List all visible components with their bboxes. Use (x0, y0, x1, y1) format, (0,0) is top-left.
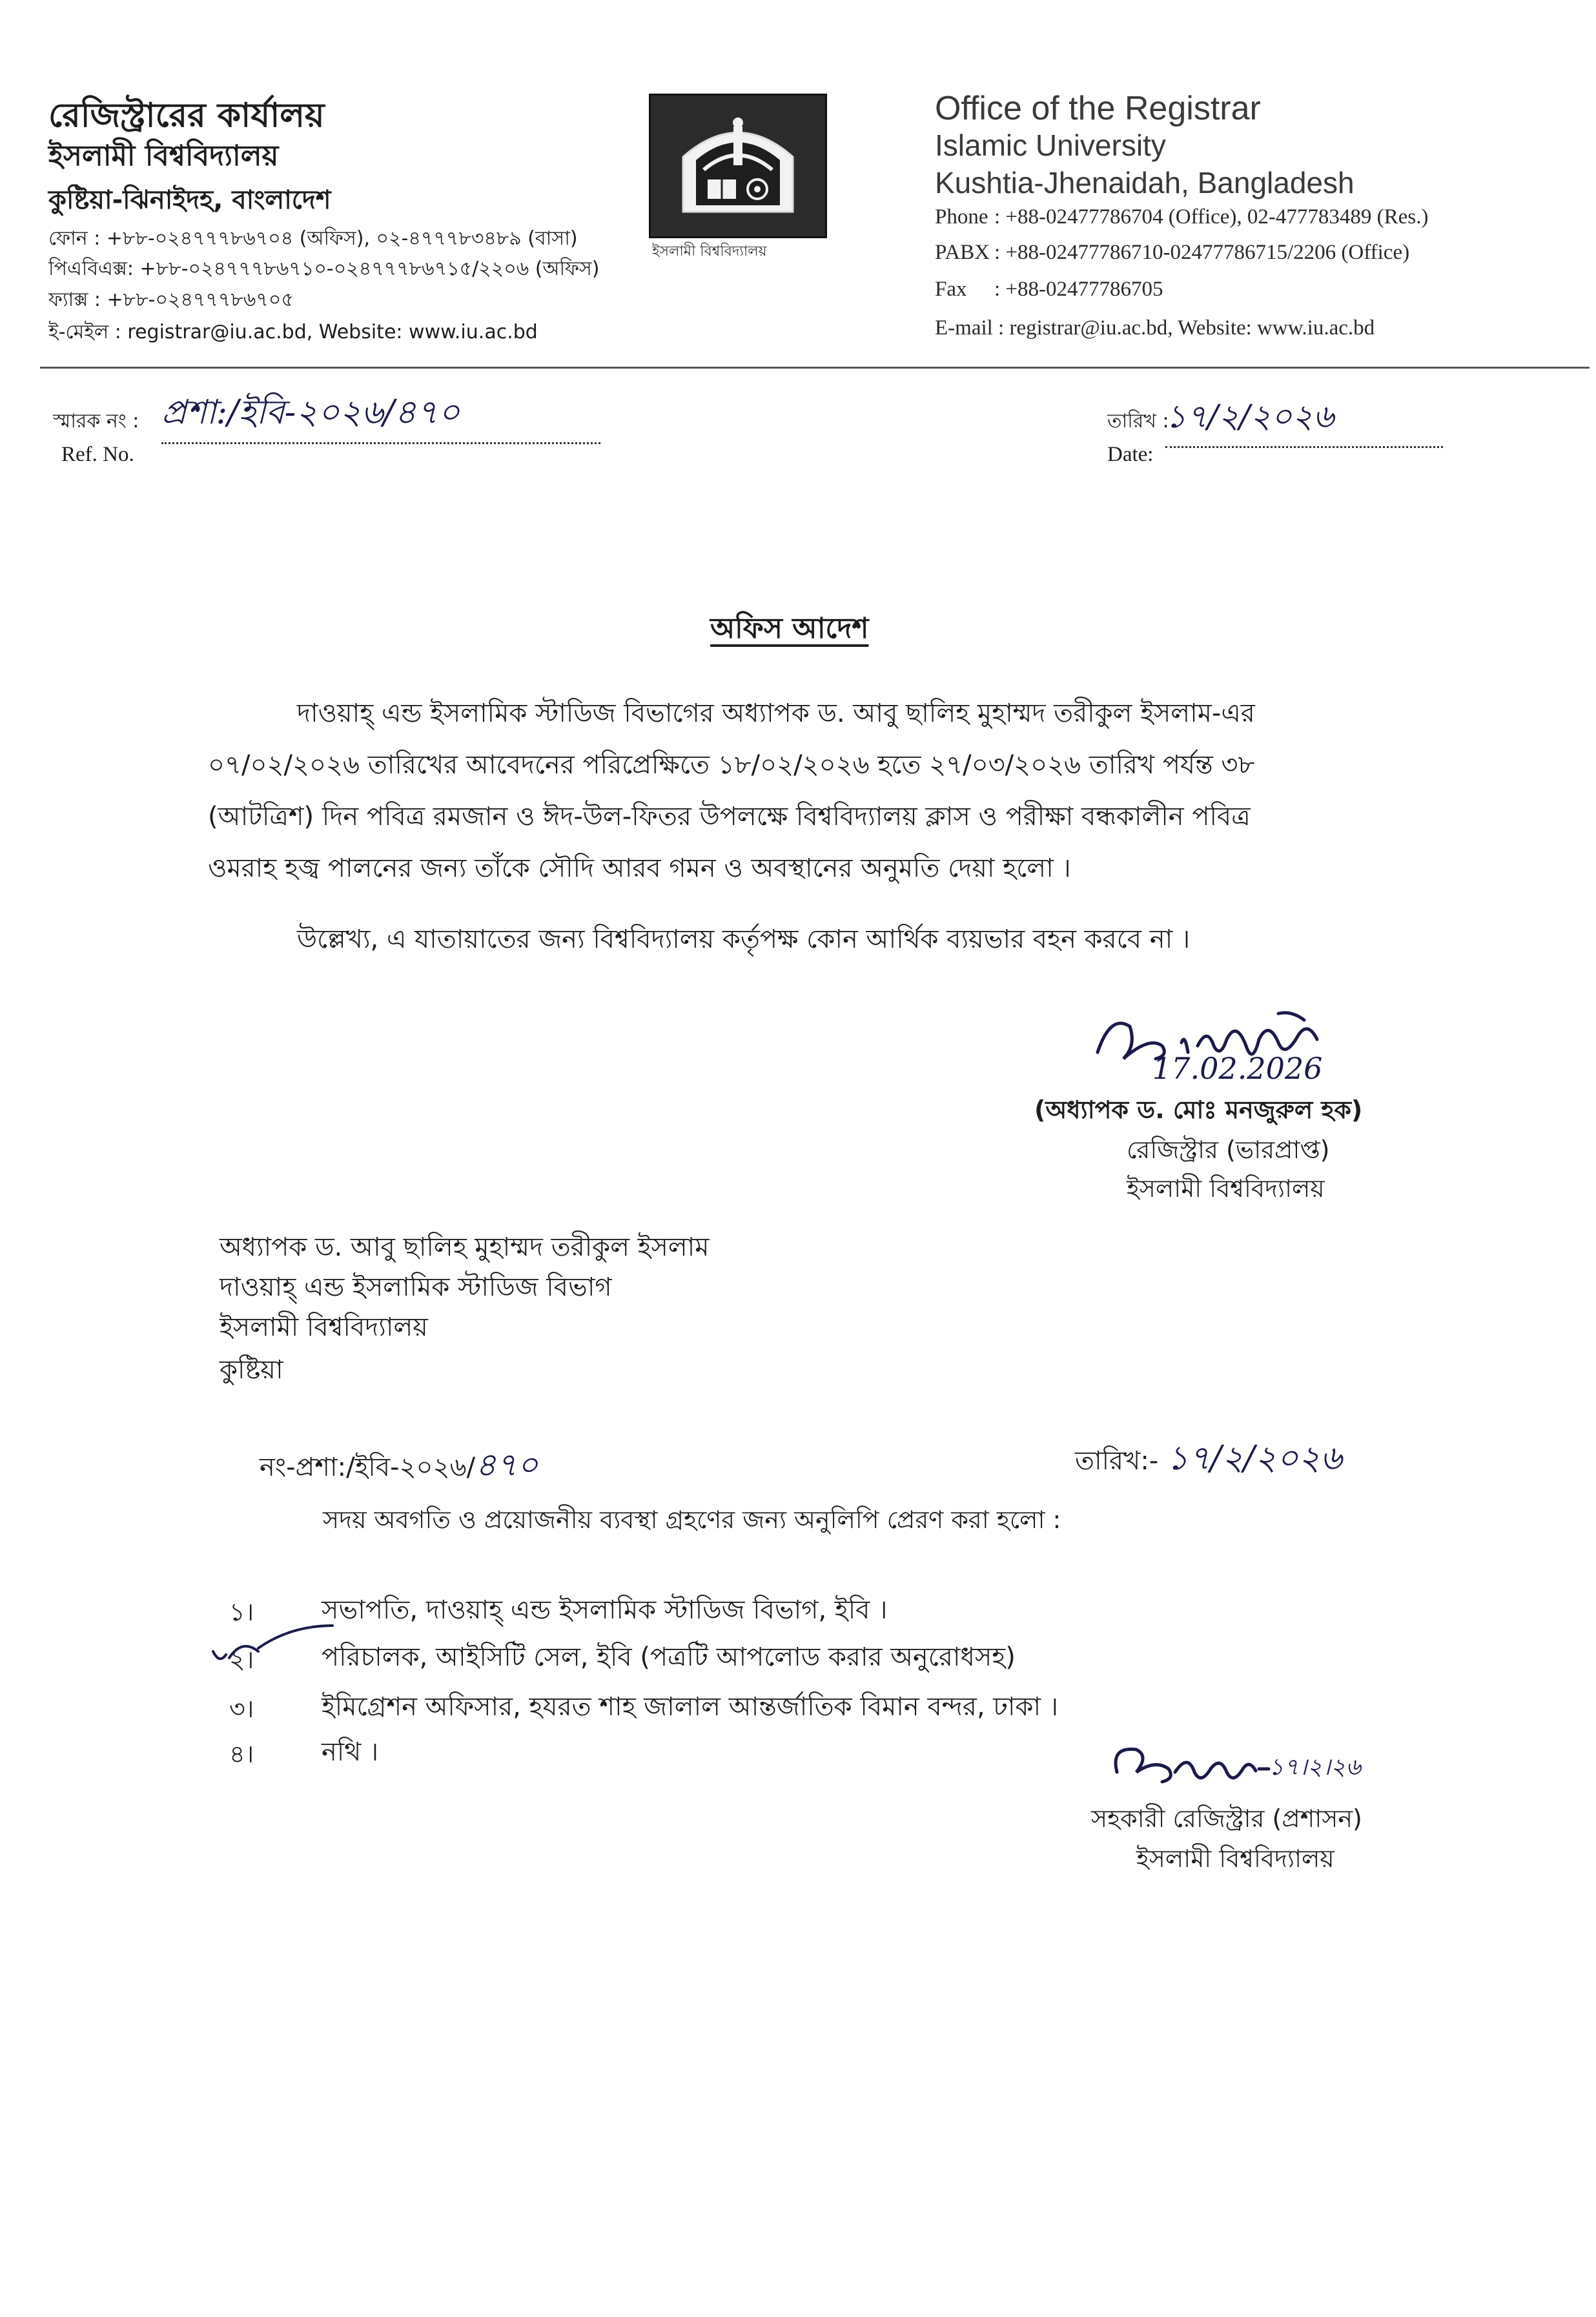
header-bn-location: কুষ্টিয়া-ঝিনাইদহ, বাংলাদেশ (48, 185, 331, 215)
handwritten-tick-mark (207, 1613, 336, 1671)
recipient-line-1: অধ্যাপক ড. আবু ছালিহ মুহাম্মদ তরীকুল ইসলাম (220, 1232, 710, 1262)
order-heading: অফিস আদেশ (710, 612, 869, 645)
copy-item-2-text: পরিচালক, আইসিটি সেল, ইবি (পত্রটি আপলোড করার অনুরোধসহ) (322, 1642, 1016, 1672)
order-para-line-3: (আটত্রিশ) দিন পবিত্র রমজান ও ঈদ-উল-ফিতর উপলক্ষে বিশ্ববিদ্যালয় ক্লাস ও পরীক্ষা বন্ধকালীন পবিত্র (208, 802, 1251, 832)
header-en-pabx (935, 241, 1409, 265)
recipient-line-4: কুষ্টিয়া (220, 1355, 283, 1385)
recipient-line-2: দাওয়াহ্ এন্ড ইসলামিক স্টাডিজ বিভাগ (220, 1272, 612, 1302)
copy-item-3-num: ৩। (229, 1695, 254, 1723)
registrar-org: ইসলামী বিশ্ববিদ্যালয় (1127, 1174, 1325, 1203)
copy-intro: সদয় অবগতি ও প্রয়োজনীয় ব্যবস্থা গ্রহণের জন্য অনুলিপি প্রেরণ করা হলো : (323, 1506, 1061, 1534)
asst-registrar-org: ইসলামী বিশ্ববিদ্যালয় (1136, 1844, 1335, 1873)
asst-sign-date: ১৭।২।২৬ (1269, 1754, 1361, 1781)
copy-item-1-num: ১। (229, 1598, 254, 1626)
copy-ref-label: নং-প্রশা:/ইবি-২০২৬/ (260, 1453, 476, 1482)
recipient-line-3: ইসলামী বিশ্ববিদ্যালয় (220, 1312, 428, 1342)
header-bn-fax: ফ্যাক্স : +৮৮-০২৪৭৭৭৮৬৭০৫ (48, 289, 294, 311)
date-value: ১৭/২/২০২৬ (1165, 393, 1443, 448)
copy-ref (260, 1441, 538, 1495)
copy-item-3-text: ইমিগ্রেশন অফিসার, হযরত শাহ জালাল আন্তর্জাতিক বিমান বন্দর, ঢাকা । (322, 1692, 1059, 1722)
header-en-fax (935, 278, 1163, 301)
date-en-label: Date: (1107, 443, 1154, 466)
seal-icon (651, 96, 825, 236)
registrar-sign-date: 17.02.2026 (1152, 1051, 1323, 1086)
logo-caption: ইসলামী বিশ্ববিদ্যালয় (652, 243, 767, 260)
order-para-line-1: দাওয়াহ্ এন্ড ইসলামিক স্টাডিজ বিভাগের অধ্যাপক ড. আবু ছালিহ মুহাম্মদ তরীকুল ইসলাম-এর (297, 699, 1255, 728)
header-en-title: Office of the Registrar (935, 90, 1261, 127)
header-divider (40, 367, 1590, 369)
university-logo (649, 94, 827, 238)
asst-registrar-title: সহকারী রেজিস্ট্রার (প্রশাসন) (1091, 1804, 1362, 1833)
copy-date-label: তারিখ:- (1075, 1446, 1159, 1476)
date-bn-label: তারিখ : (1107, 410, 1169, 433)
header-bn-pabx: পিএবিএক্স: +৮৮-০২৪৭৭৭৮৬৭১০-০২৪৭৭৭৮৬৭১৫/২২০৬ (অফিস) (48, 258, 600, 280)
registrar-name: (অধ্যাপক ড. মোঃ মনজুরুল হক) (1034, 1096, 1363, 1124)
header-bn-title: রেজিস্ট্রারের কার্যালয় (48, 96, 325, 135)
ref-en-label: Ref. No. (61, 443, 134, 466)
order-para-2: উল্লেখ্য, এ যাতায়াতের জন্য বিশ্ববিদ্যালয় কর্তৃপক্ষ কোন আর্থিক ব্যয়ভার বহন করবে না । (297, 924, 1191, 954)
copy-item-4-text: নথি । (322, 1737, 379, 1767)
header-bn-university: ইসলামী বিশ্ববিদ্যালয় (48, 139, 279, 172)
phone-value: : +88-02477786704 (Office), 02-477783489 (Res.) (994, 205, 1429, 229)
order-para-line-2: ০৭/০২/২০২৬ তারিখের আবেদনের পরিপ্রেক্ষিতে ১৮/০২/২০২৬ হতে ২৭/০৩/২০২৬ তারিখ পর্যন্ত ৩৮ (208, 750, 1255, 780)
copy-item-2-num: ২। (229, 1646, 254, 1674)
ref-bn-label: স্মারক নং : (53, 410, 139, 433)
pabx-key: PABX (935, 241, 990, 264)
registrar-title: রেজিস্ট্রার (ভারপ্রাপ্ত) (1127, 1136, 1330, 1164)
phone-key: Phone (935, 205, 988, 229)
header-en-phone (935, 205, 1428, 229)
fax-key: Fax (935, 278, 967, 301)
copy-item-1-text: সভাপতি, দাওয়াহ্ এন্ড ইসলামিক স্টাডিজ বিভাগ, ইবি । (322, 1595, 888, 1625)
header-en-university: Islamic University (935, 128, 1166, 162)
ref-number: প্রশা:/ইবি-২০২৬/৪৭০ (161, 386, 600, 444)
header-bn-email: ই-মেইল : registrar@iu.ac.bd, Website: www.iu.ac.bd (48, 321, 538, 343)
copy-item-4-num: ৪। (229, 1740, 254, 1768)
pabx-value: : +88-02477786710-02477786715/2206 (Office) (994, 241, 1410, 264)
copy-ref-handwritten: ৪৭০ (475, 1446, 538, 1484)
header-en-location: Kushtia-Jhenaidah, Bangladesh (935, 166, 1355, 199)
order-para-line-4: ওমরাহ হজ্ব পালনের জন্য তাঁকে সৌদি আরব গমন ও অবস্থানের অনুমতি দেয়া হলো । (208, 853, 1071, 883)
header-bn-phone: ফোন : +৮৮-০২৪৭৭৭৮৬৭০৪ (অফিস), ০২-৪৭৭৭৮৩৪৮৯ (বাসা) (48, 227, 578, 250)
copy-date (1075, 1432, 1342, 1488)
copy-date-value: ১৭/২/২০২৬ (1166, 1439, 1342, 1478)
header-en-email: E-mail : registrar@iu.ac.bd, Website: www.iu.ac.bd (935, 316, 1375, 340)
fax-value: : +88-02477786705 (994, 278, 1163, 301)
